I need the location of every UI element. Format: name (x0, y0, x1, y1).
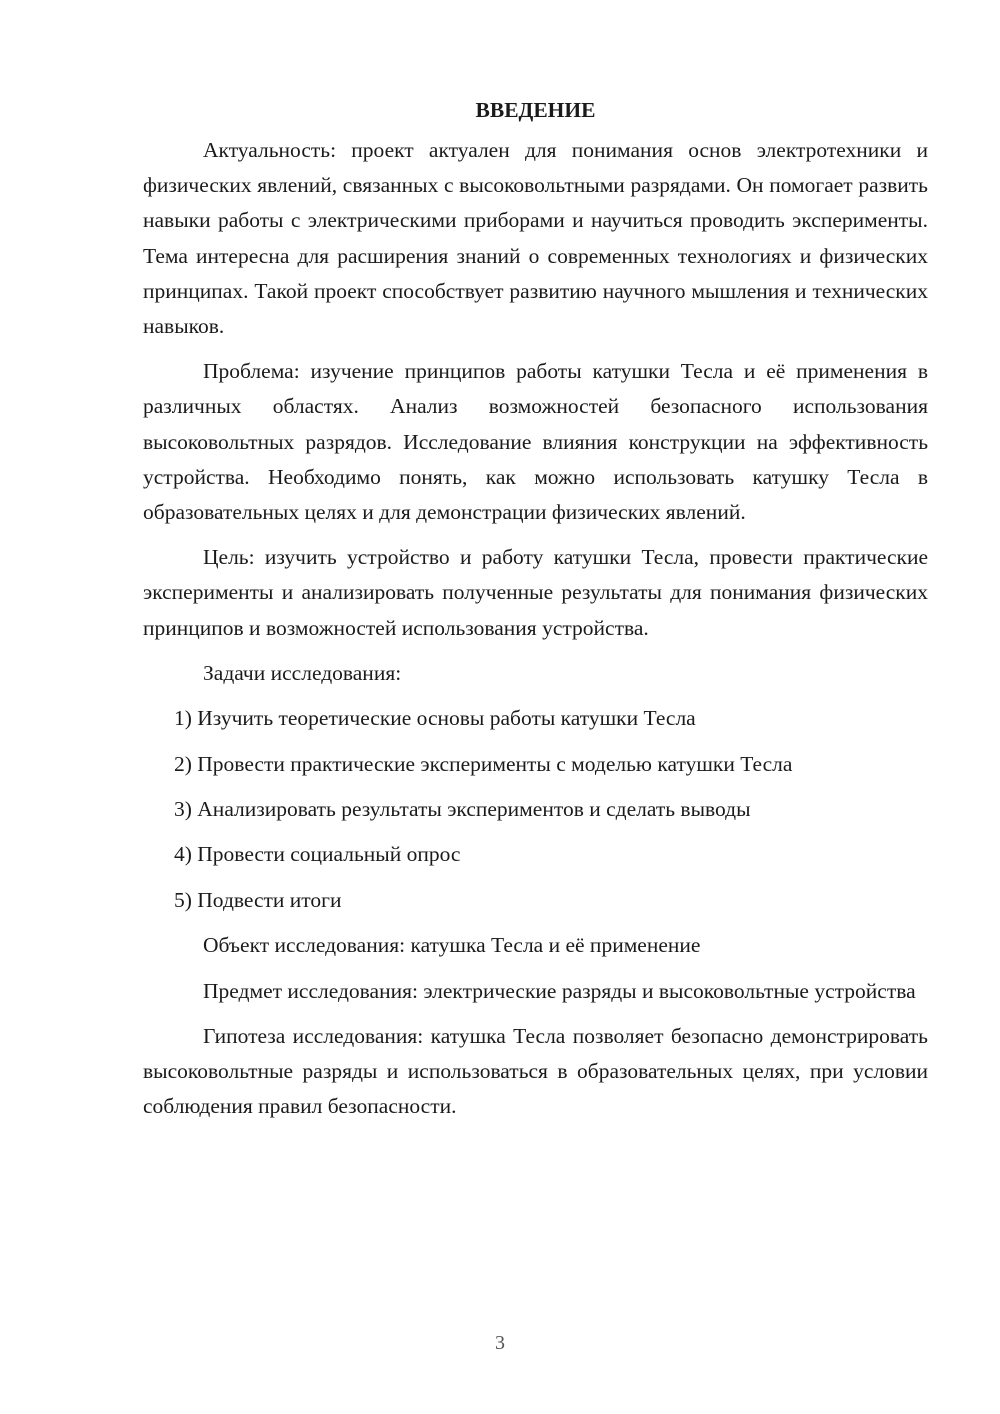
task-item: 4) Провести социальный опрос (174, 842, 461, 867)
task-item: 2) Провести практические эксперименты с моделью катушки Тесла (174, 751, 793, 776)
task-item: 3) Анализировать результаты экспериментов и сделать выводы (174, 797, 751, 822)
goal-paragraph: Цель: изучить устройство и работу катушки Тесла, провести практические эксперименты и анализировать полученные результаты для понимания физических принципов и возможностей использования устройства. (143, 545, 928, 640)
task-item: 5) Подвести итоги (174, 887, 342, 912)
page-number: 3 (495, 1332, 505, 1354)
section-title: ВВЕДЕНИЕ (475, 98, 596, 122)
relevance-paragraph: Актуальность: проект актуален для понимания основ электротехники и физических явлений, связанных с высоковольтными разрядами. Он помогает развить навыки работы с электрическими приборами и научиться проводить эксперименты. Тема интересна для расширения знаний о современных технологиях и физических принципах. Такой проект способствует развитию научного мышления и технических навыков. (143, 138, 928, 339)
task-item: 1) Изучить теоретические основы работы катушки Тесла (174, 706, 696, 731)
subject-paragraph: Предмет исследования: электрические разряды и высоковольтные устройства (203, 978, 916, 1003)
problem-paragraph: Проблема: изучение принципов работы катушки Тесла и её применения в различных областях. Анализ возможностей безопасного использования высоковольтных разрядов. Исследование влияния конструкции на эффективность устройства. Необходимо понять, как можно использовать катушку Тесла в образовательных целях и для демонстрации физических явлений. (143, 359, 928, 525)
document-page (143, 92, 928, 1134)
tasks-list (143, 701, 928, 918)
object-paragraph: Объект исследования: катушка Тесла и её применение (203, 933, 701, 958)
tasks-heading: Задачи исследования: (203, 660, 402, 685)
hypothesis-paragraph: Гипотеза исследования: катушка Тесла позволяет безопасно демонстрировать высоковольтные разряды и использоваться в образовательных целях, при условии соблюдения правил безопасности. (143, 1023, 928, 1119)
